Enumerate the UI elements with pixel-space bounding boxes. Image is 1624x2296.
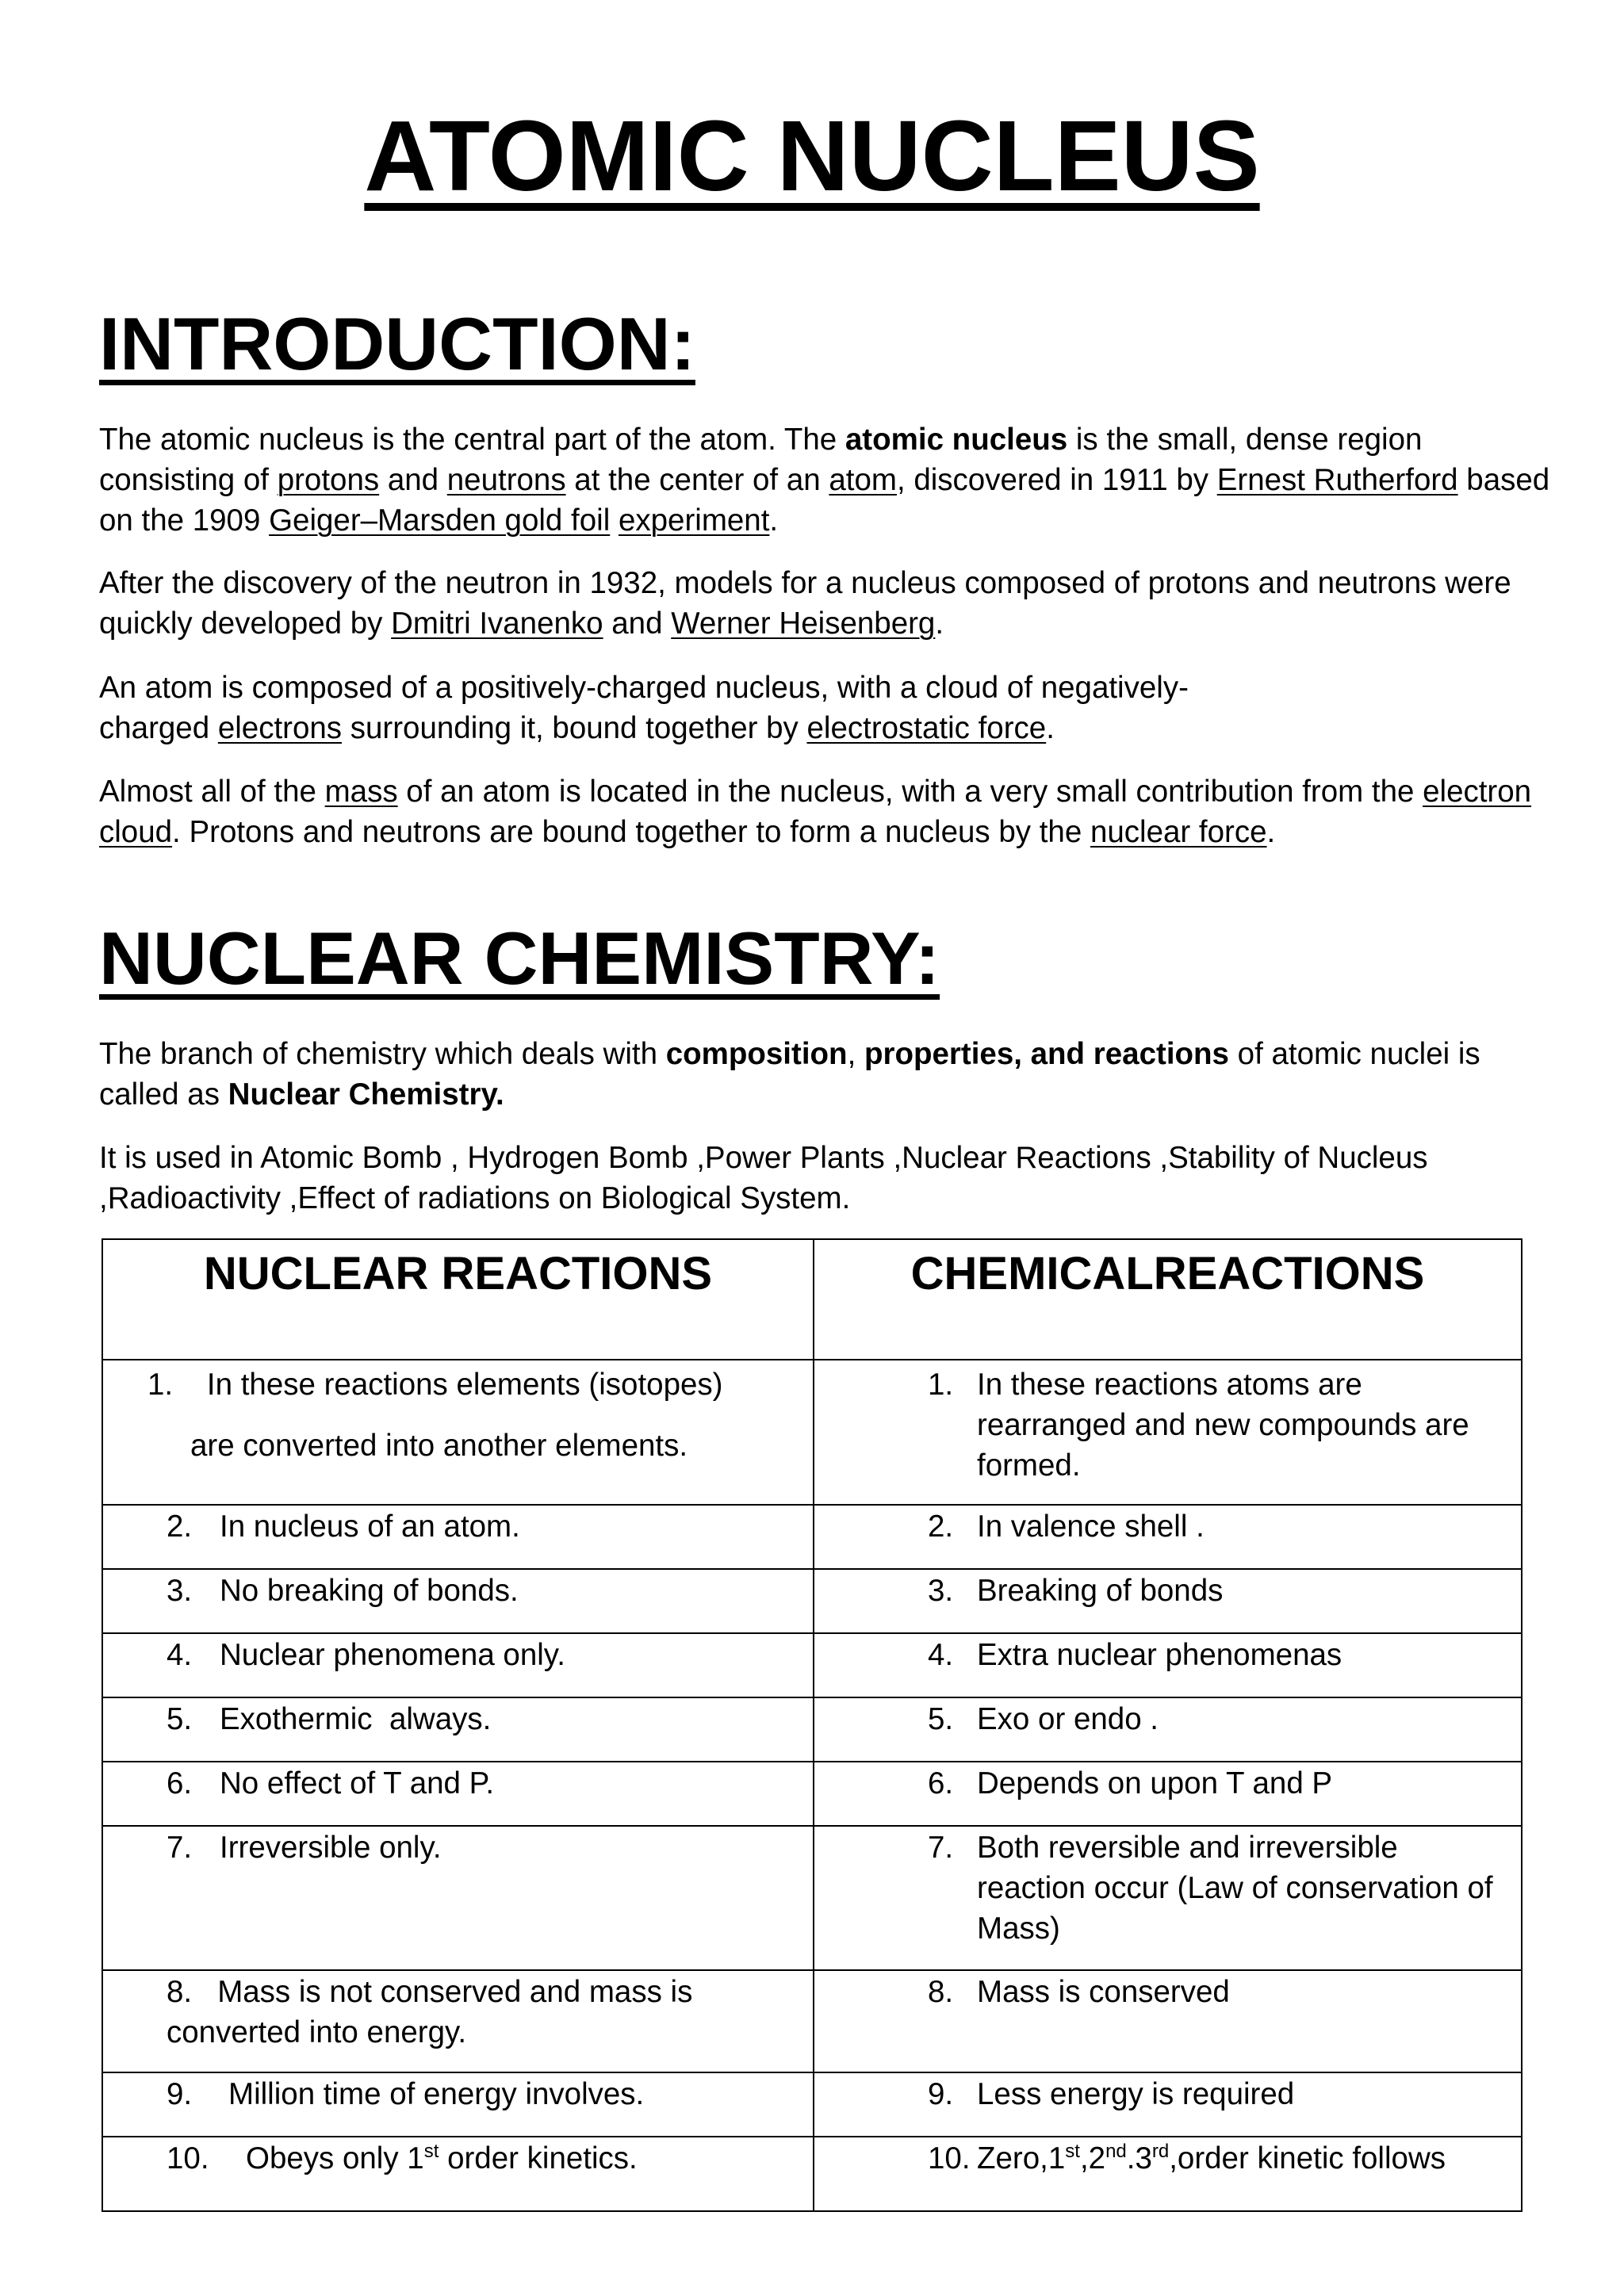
chemical-row-6: 6. Depends on upon T and P: [928, 1766, 1333, 1800]
chemical-row-9: 9. Less energy is required: [928, 2077, 1295, 2111]
table-row-line: [103, 1825, 1521, 1827]
nuclear-row-10: 10. Obeys only 1st order kinetics.: [167, 2141, 638, 2175]
chemical-row-8: 8. Mass is conserved: [928, 1975, 1230, 2009]
link-mass[interactable]: mass: [324, 775, 398, 809]
table-row-line: [103, 1761, 1521, 1762]
table-row-line: [103, 1504, 1521, 1506]
nuclear-row-9: 9. Million time of energy involves.: [167, 2077, 645, 2111]
nuclear-row-8: 8. Mass is not conserved and mass is converted into energy.: [167, 1975, 693, 2049]
link-protons[interactable]: protons: [277, 463, 380, 497]
table-row-line: [103, 1568, 1521, 1570]
nuclear-paragraph-2: It is used in Atomic Bomb , Hydrogen Bomb ,Power Plants ,Nuclear Reactions ,Stability of Nucleus ,Radioactivity ,Effect of radiations on Biological System.: [99, 1141, 1428, 1215]
chemical-row-5: 5. Exo or endo .: [928, 1702, 1159, 1736]
chemical-row-7: 7. Both reversible and irreversible reaction occur (Law of conservation of Mass): [928, 1831, 1493, 1946]
nuclear-paragraph-1: The branch of chemistry which deals with composition, properties, and reactions of atomic nuclei is called as Nuclear Chemistry.: [99, 1037, 1480, 1112]
table-row-line: [103, 1697, 1521, 1698]
chemical-row-1: 1. In these reactions atoms are rearranged and new compounds are formed.: [928, 1368, 1469, 1483]
intro-paragraph-4: Almost all of the mass of an atom is located in the nucleus, with a very small contribution from the electron cloud. Protons and neutrons are bound together to form a nucleus by the nuclear force.: [99, 775, 1532, 849]
nuclear-row-3: 3. No breaking of bonds.: [167, 1574, 519, 1608]
link-electrons[interactable]: electrons: [217, 711, 343, 745]
nuclear-row-4: 4. Nuclear phenomena only.: [167, 1638, 565, 1672]
nuclear-chemistry-heading: NUCLEAR CHEMISTRY:: [99, 916, 940, 1000]
nuclear-row-7: 7. Irreversible only.: [167, 1831, 442, 1865]
intro-paragraph-3: An atom is composed of a positively-charged nucleus, with a cloud of negatively- charged electrons surrounding it, bound together by electrostatic force.: [99, 671, 1189, 745]
chemical-row-4: 4. Extra nuclear phenomenas: [928, 1638, 1342, 1672]
nuclear-row-6: 6. No effect of T and P.: [167, 1766, 495, 1800]
link-nuclear-force[interactable]: nuclear force: [1090, 815, 1267, 849]
comparison-table: [102, 1238, 1522, 2212]
link-neutrons[interactable]: neutrons: [446, 463, 566, 497]
chemical-row-2: 2. In valence shell .: [928, 1510, 1205, 1544]
intro-paragraph-1: The atomic nucleus is the central part of the atom. The atomic nucleus is the small, dense region consisting of protons and neutrons at the center of an atom, discovered in 1911 by Ernest Rutherford based on the 1909 Geiger–Marsden gold foil experiment.: [99, 423, 1550, 538]
chemical-row-3: 3. Breaking of bonds: [928, 1574, 1224, 1608]
link-electron-cloud[interactable]: electron cloud: [99, 775, 1532, 849]
chemical-row-10: 10. Zero,1st,2nd.3rd,order kinetic follows: [928, 2141, 1446, 2175]
link-experiment[interactable]: experiment: [618, 503, 770, 538]
page-title-text: ATOMIC NUCLEUS: [364, 100, 1260, 212]
link-werner-heisenberg[interactable]: Werner Heisenberg: [671, 607, 936, 641]
page-title: [0, 101, 1624, 212]
table-row-line: [103, 2136, 1521, 2137]
header-nuclear-reactions: NUCLEAR REACTIONS: [203, 1248, 713, 1299]
nuclear-row-1-cont: are converted into another elements.: [190, 1429, 688, 1463]
intro-paragraph-2: After the discovery of the neutron in 1932, models for a nucleus composed of protons and neutrons were quickly developed by Dmitri Ivanenko and Werner Heisenberg.: [99, 566, 1511, 641]
nuclear-row-1: 1. In these reactions elements (isotopes): [147, 1368, 723, 1402]
table-row-line: [103, 2072, 1521, 2073]
link-geiger-marsden[interactable]: Geiger–Marsden gold foil: [269, 503, 611, 538]
nuclear-row-5: 5. Exothermic always.: [167, 1702, 492, 1736]
header-chemical-reactions: CHEMICALREACTIONS: [910, 1248, 1425, 1299]
table-row-line: [103, 1969, 1521, 1971]
link-atom[interactable]: atom: [829, 463, 897, 497]
link-ernest-rutherford[interactable]: Ernest Rutherford: [1216, 463, 1458, 497]
link-electrostatic-force[interactable]: electrostatic force: [806, 711, 1047, 745]
nuclear-row-2: 2. In nucleus of an atom.: [167, 1510, 520, 1544]
introduction-heading: INTRODUCTION:: [99, 302, 695, 385]
table-row-line: [103, 1359, 1521, 1360]
table-column-divider: [813, 1240, 814, 2210]
table-row-line: [103, 1632, 1521, 1634]
link-dmitri-ivanenko[interactable]: Dmitri Ivanenko: [391, 607, 603, 641]
